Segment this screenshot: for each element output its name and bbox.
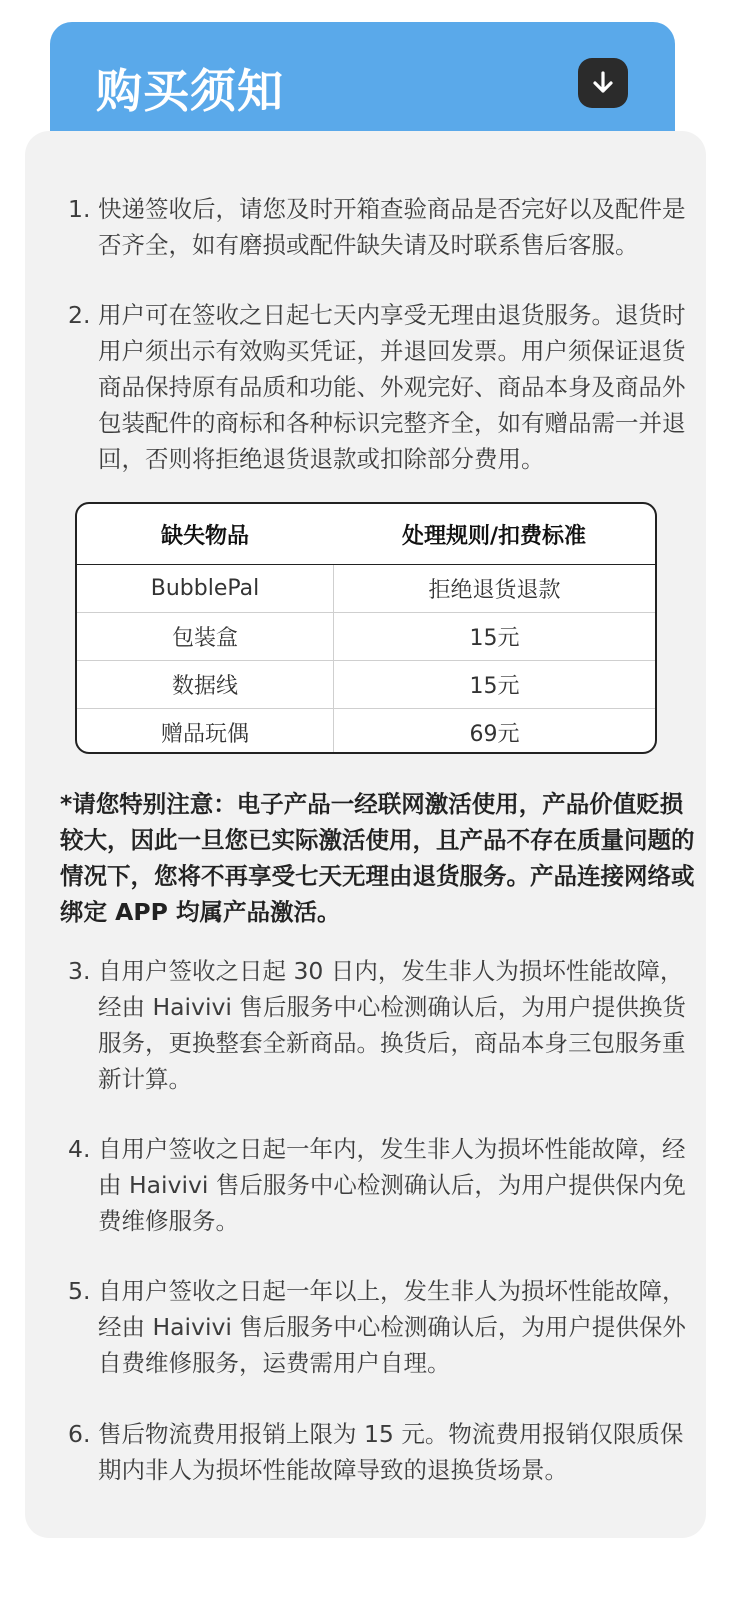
item-text: 自用户签收之日起 30 日内，发生非人为损坏性能故障，经由 Haivivi 售后服务中心检测确认后，为用户提供换货服务，更换整套全新商品。换货后，商品本身三包服务重新计算。 bbox=[98, 957, 686, 1093]
table-cell: 15元 bbox=[469, 626, 520, 651]
item-text: 快递签收后，请您及时开箱查验商品是否完好以及配件是否齐全，如有磨损或配件缺失请及时联系售后客服。 bbox=[98, 195, 686, 259]
list-item bbox=[68, 191, 696, 263]
notice-card bbox=[25, 131, 706, 1538]
list-item bbox=[68, 1273, 696, 1381]
list-item bbox=[68, 1416, 696, 1488]
arrow-down-icon bbox=[589, 69, 617, 97]
table-cell: 赠品玩偶 bbox=[77, 709, 334, 754]
item-text: 自用户签收之日起一年以上，发生非人为损坏性能故障，经由 Haivivi 售后服务中心检测确认后，为用户提供保外自费维修服务，运费需用户自理。 bbox=[98, 1277, 686, 1377]
scroll-down-button[interactable] bbox=[578, 58, 628, 108]
table-cell: 数据线 bbox=[77, 661, 334, 708]
table-row bbox=[77, 565, 655, 612]
list-item bbox=[68, 953, 696, 1097]
item-number: 4. bbox=[68, 1135, 91, 1163]
item-number: 6. bbox=[68, 1420, 91, 1448]
fee-table bbox=[75, 502, 657, 754]
table-row bbox=[77, 708, 655, 754]
table-header-cell: 缺失物品 bbox=[160, 523, 249, 549]
table-row bbox=[77, 612, 655, 660]
table-header-cell: 处理规则/扣费标准 bbox=[401, 523, 587, 549]
table-cell: 69元 bbox=[469, 722, 520, 747]
table-cell: BubblePal bbox=[77, 565, 334, 612]
item-number: 5. bbox=[68, 1277, 91, 1305]
table-cell: 拒绝退货退款 bbox=[428, 578, 561, 603]
item-text: 用户可在签收之日起七天内享受无理由退货服务。退货时用户须出示有效购买凭证，并退回发票。用户须保证退货商品保持原有品质和功能、外观完好、商品本身及商品外包装配件的商标和各种标识完整齐全，如有赠品需一并退回，否则将拒绝退货退款或扣除部分费用。 bbox=[98, 301, 686, 473]
activation-note: *请您特别注意：电子产品一经联网激活使用，产品价值贬损较大，因此一旦您已实际激活使用，且产品不存在质量问题的情况下，您将不再享受七天无理由退货服务。产品连接网络或绑定 APP 均属产品激活。 bbox=[60, 790, 695, 926]
table-cell: 15元 bbox=[469, 674, 520, 699]
table-row bbox=[77, 660, 655, 708]
page-title: 购买须知 bbox=[96, 64, 284, 118]
item-text: 自用户签收之日起一年内，发生非人为损坏性能故障，经由 Haivivi 售后服务中心检测确认后，为用户提供保内免费维修服务。 bbox=[98, 1135, 686, 1235]
list-item bbox=[68, 297, 696, 477]
item-number: 2. bbox=[68, 301, 91, 329]
item-number: 3. bbox=[68, 957, 91, 985]
header-banner bbox=[50, 22, 675, 142]
item-text: 售后物流费用报销上限为 15 元。物流费用报销仅限质保期内非人为损坏性能故障导致的退换货场景。 bbox=[98, 1420, 684, 1484]
item-number: 1. bbox=[68, 195, 91, 223]
list-item bbox=[68, 1131, 696, 1239]
table-header-row bbox=[77, 504, 655, 565]
table-cell: 包装盒 bbox=[77, 613, 334, 660]
